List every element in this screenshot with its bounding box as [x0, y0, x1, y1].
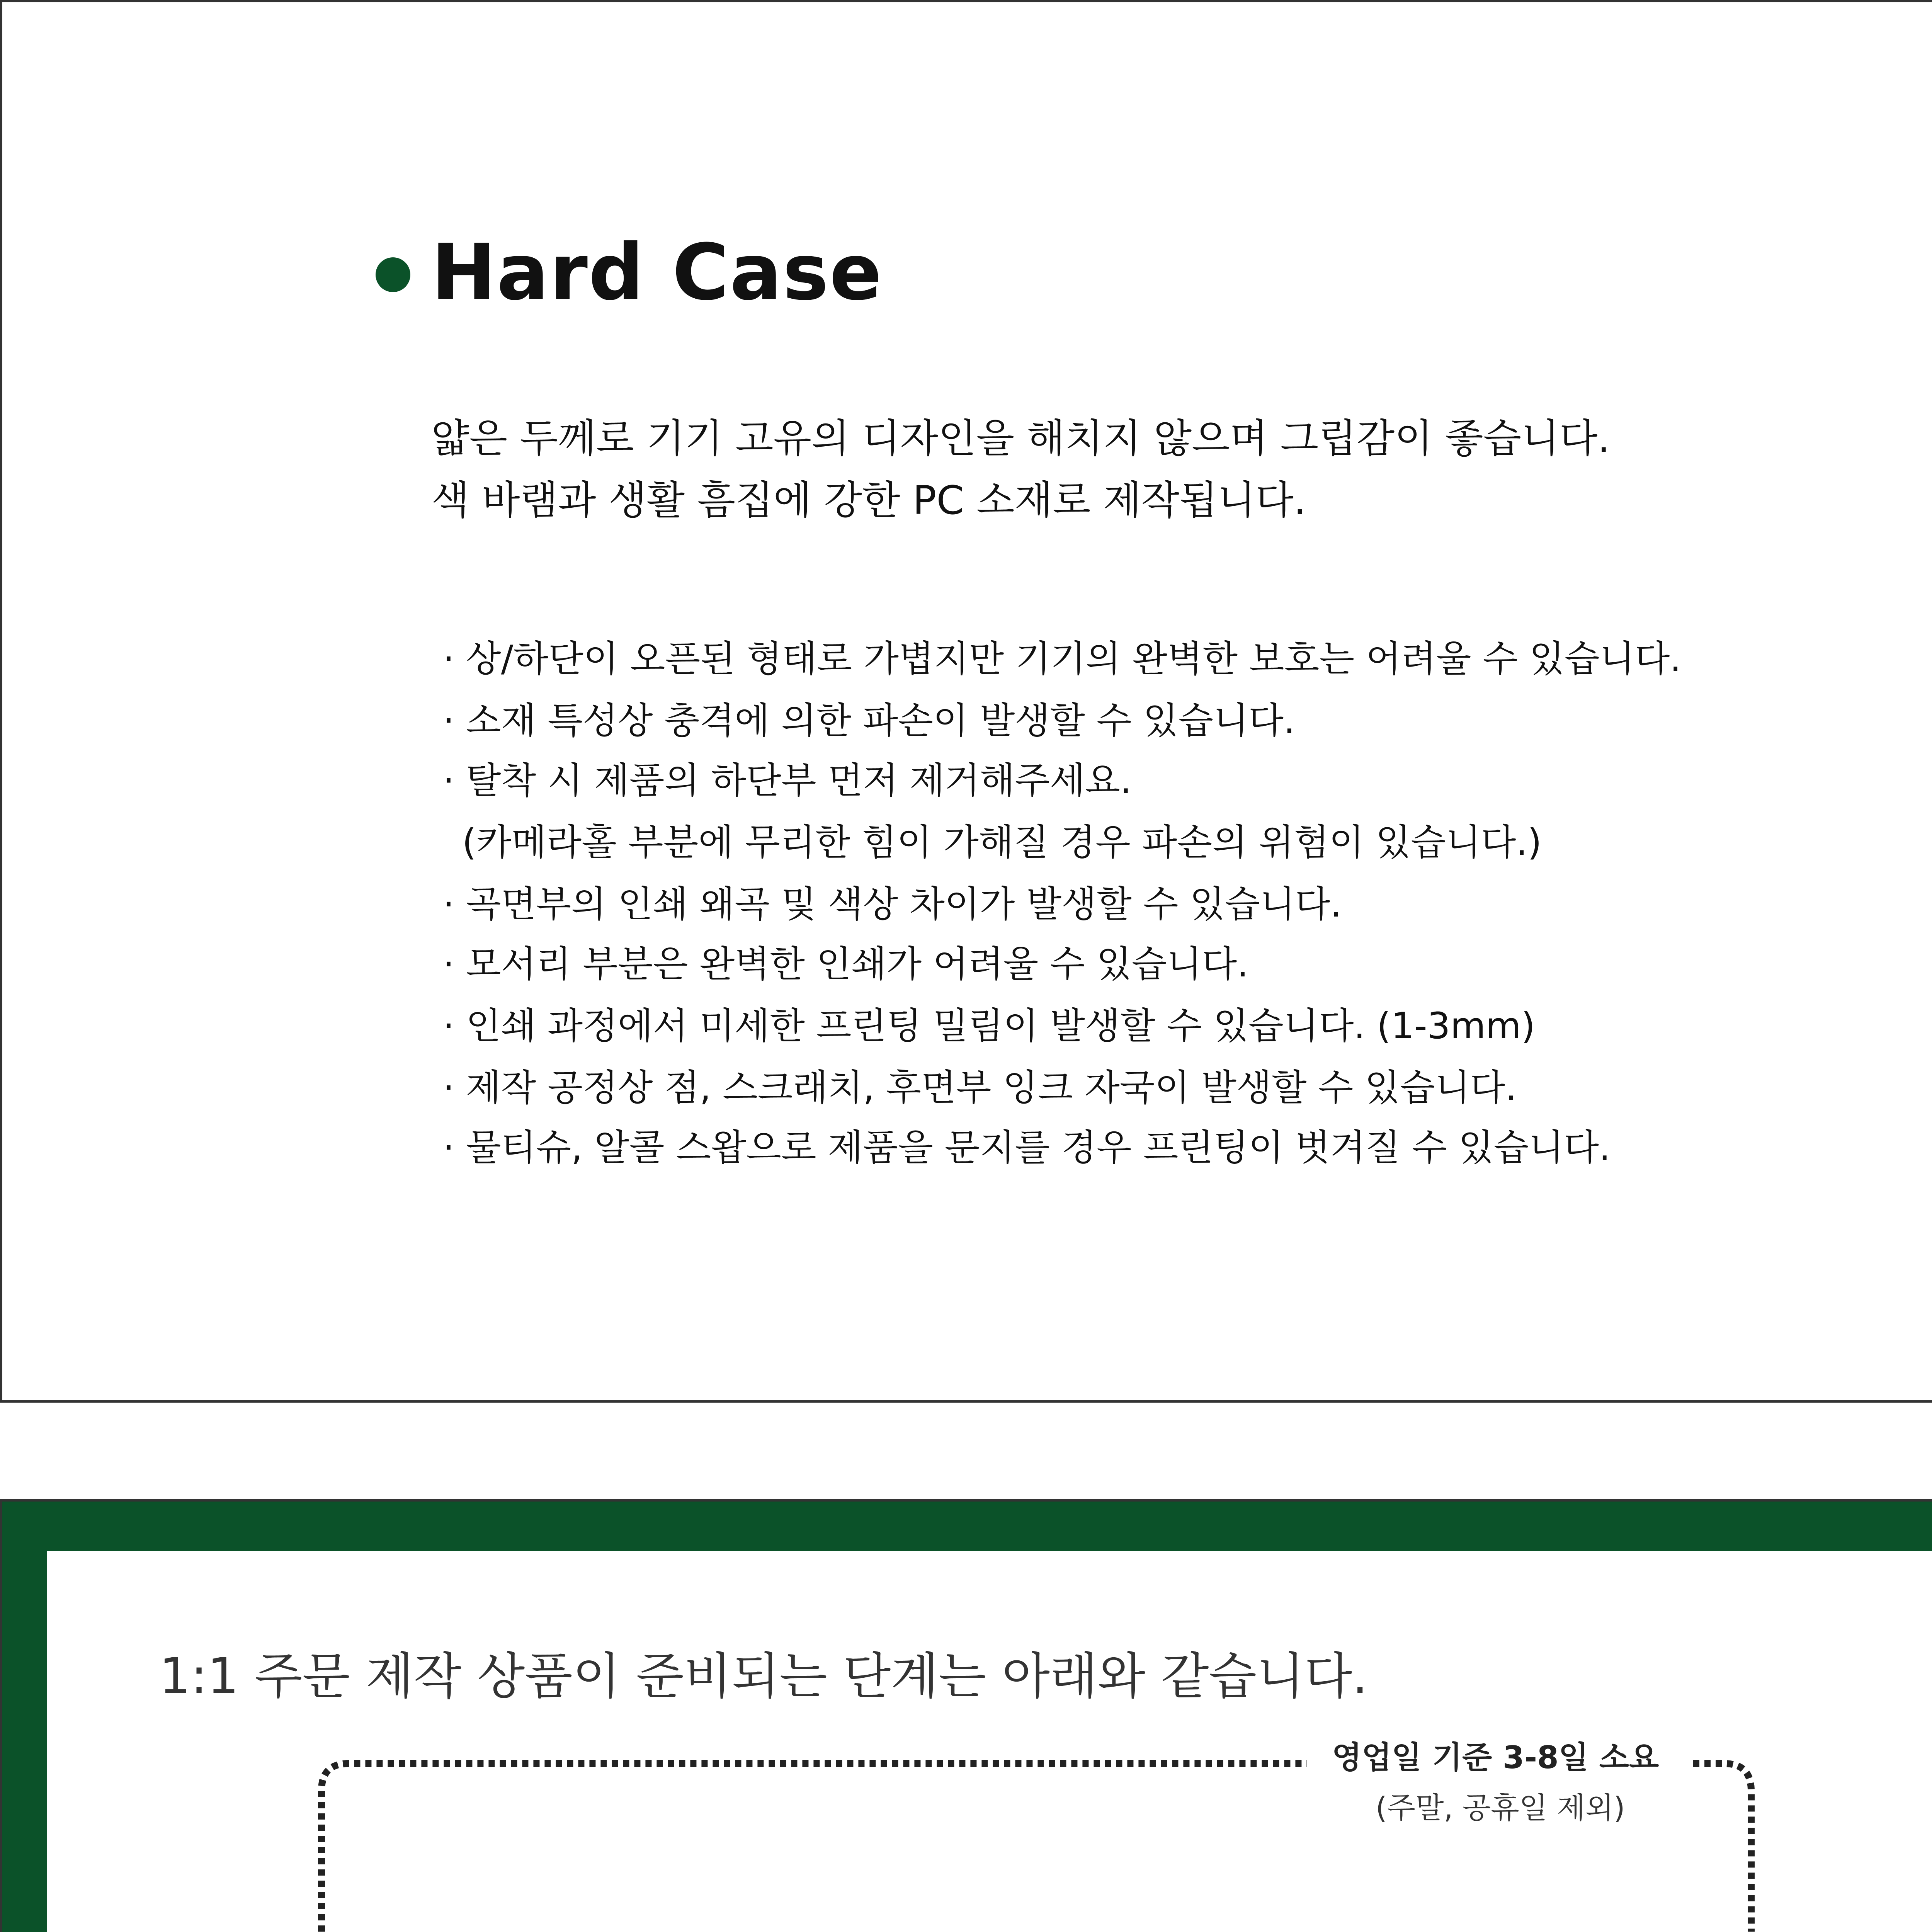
production-process-panel — [0, 1499, 1932, 1932]
intro-line-2: 색 바램과 생활 흠집에 강한 PC 소재로 제작됩니다. — [431, 478, 1306, 524]
note-item-continuation: (카메라홀 부분에 무리한 힘이 가해질 경우 파손의 위험이 있습니다.) — [462, 821, 1542, 864]
duration-label: 영업일 기준 3-8일 소요 — [1332, 1740, 1659, 1776]
note-item: · 모서리 부분은 완벽한 인쇄가 어려울 수 있습니다. — [443, 943, 1249, 985]
product-title: Hard Case — [431, 228, 883, 318]
note-item: · 물티슈, 알콜 스왑으로 제품을 문지를 경우 프린팅이 벗겨질 수 있습니다. — [443, 1127, 1611, 1169]
note-item: · 탈착 시 제품의 하단부 먼저 제거해주세요. — [443, 760, 1132, 802]
duration-note: (주말, 공휴일 제외) — [1376, 1791, 1625, 1825]
note-item: · 제작 공정상 점, 스크래치, 후면부 잉크 자국이 발생할 수 있습니다. — [443, 1067, 1517, 1109]
note-item: · 곡면부의 인쇄 왜곡 및 색상 차이가 발생할 수 있습니다. — [443, 883, 1342, 925]
note-item: · 인쇄 과정에서 미세한 프린팅 밀림이 발생할 수 있습니다. (1-3mm) — [443, 1005, 1536, 1047]
bullet-dot-icon — [376, 257, 410, 292]
intro-line-1: 얇은 두께로 기기 고유의 디자인을 해치지 않으며 그립감이 좋습니다. — [431, 416, 1610, 462]
process-heading: 1:1 주문 제작 상품이 준비되는 단계는 아래와 같습니다. — [159, 1648, 1368, 1705]
note-item: · 소재 특성상 충격에 의한 파손이 발생할 수 있습니다. — [443, 700, 1295, 742]
process-content-box — [47, 1551, 1932, 1932]
note-item: · 상/하단이 오픈된 형태로 가볍지만 기기의 완벽한 보호는 어려울 수 있습니다. — [443, 638, 1682, 680]
